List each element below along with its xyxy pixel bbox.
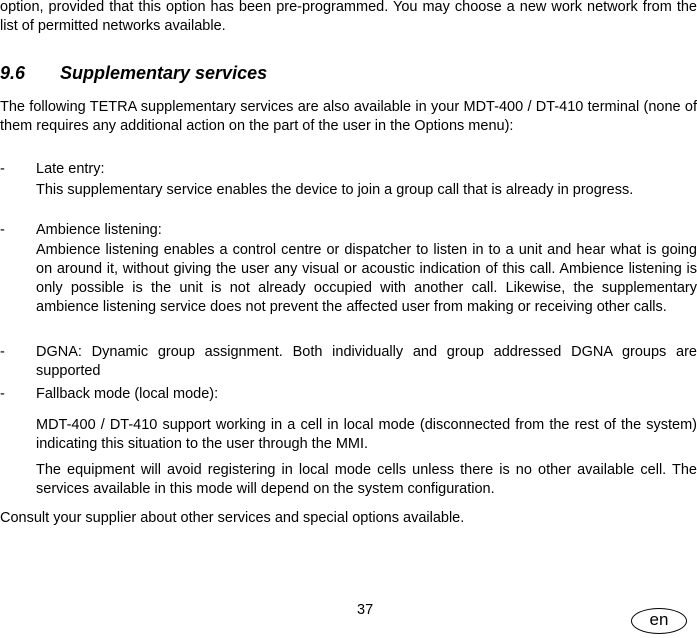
section-number: 9.6 (0, 63, 26, 83)
language-badge: en (631, 608, 687, 634)
closing-paragraph: Consult your supplier about other services and special options available. (0, 510, 465, 526)
list-dash: - (0, 344, 5, 360)
page-number: 37 (357, 602, 374, 618)
section-heading (0, 62, 697, 84)
section-title: Supplementary services (60, 63, 268, 83)
list-item-body-secondary: The equipment will avoid registering in local mode cells unless there is no other available cell. The services available in this mode will depend on the system configuration. (36, 462, 697, 497)
intro-paragraph: option, provided that this option has been pre-programmed. You may choose a new work network from the list of permitted networks available. (0, 0, 697, 34)
list-item-body: MDT-400 / DT-410 support working in a cell in local mode (disconnected from the rest of the system) indicating this situation to the user through the MMI. (36, 417, 697, 452)
lead-paragraph: The following TETRA supplementary services are also available in your MDT-400 / DT-410 terminal (none of them requires any additional action on the part of the user in the Options menu): (0, 99, 697, 134)
list-dash: - (0, 161, 5, 177)
list-item-title: Late entry: (36, 161, 105, 177)
list-item-body: This supplementary service enables the device to join a group call that is already in progress. (36, 182, 634, 198)
list-dash: - (0, 386, 5, 402)
list-item-title: DGNA: Dynamic group assignment. Both individually and group addressed DGNA groups are supported (36, 344, 697, 379)
list-item-title: Fallback mode (local mode): (36, 386, 219, 402)
list-item-body: Ambience listening enables a control centre or dispatcher to listen in to a unit and hear what is going on around it, without giving the user any visual or acoustic indication of this call. Ambience listening is only possible is the unit is not already occupied with another call. Likewise, the supplementary ambience listening service does not prevent the affected user from making or receiving other calls. (36, 242, 697, 315)
list-dash: - (0, 222, 5, 238)
list-item-title: Ambience listening: (36, 222, 162, 238)
